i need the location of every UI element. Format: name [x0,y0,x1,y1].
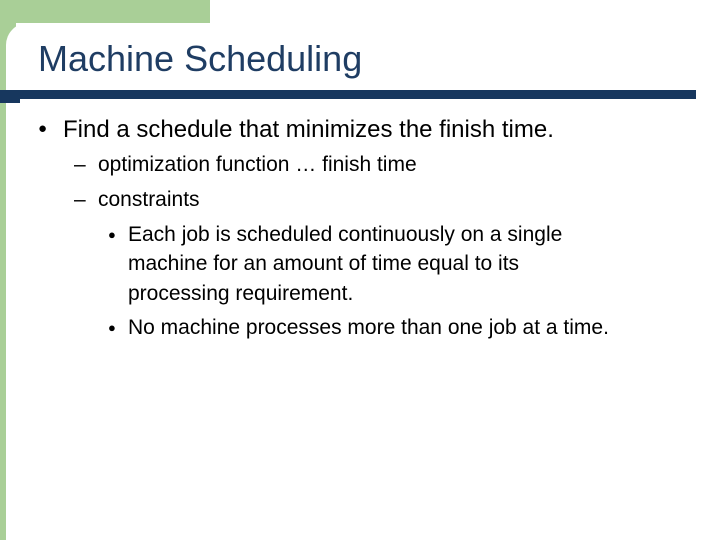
bullet-icon: ● [108,227,116,242]
constraint-item [108,223,562,247]
bullet-icon: ● [108,320,116,335]
title-rule-tick [0,99,20,103]
sub-bullet-item [74,188,200,212]
dash-icon: – [74,188,86,211]
constraint-item [108,316,609,340]
sub-bullet-text: optimization function … finish time [98,153,417,176]
constraint-text: No machine processes more than one job at a time. [128,316,609,339]
dash-icon: – [74,153,86,176]
main-bullet-item [38,116,554,144]
constraint-continuation: machine for an amount of time equal to its [128,252,520,275]
constraint-text: Each job is scheduled continuously on a single [128,223,563,246]
accent-top-bar [0,0,210,23]
sub-bullet-text: constraints [98,188,200,211]
bullet-icon: ● [38,120,48,137]
sub-bullet-item [74,153,417,177]
slide-title: Machine Scheduling [38,38,363,79]
slide-panel [6,23,720,540]
main-bullet-text: Find a schedule that minimizes the finish time. [63,116,554,143]
constraint-continuation: processing requirement. [128,282,354,305]
title-rule [0,90,696,99]
